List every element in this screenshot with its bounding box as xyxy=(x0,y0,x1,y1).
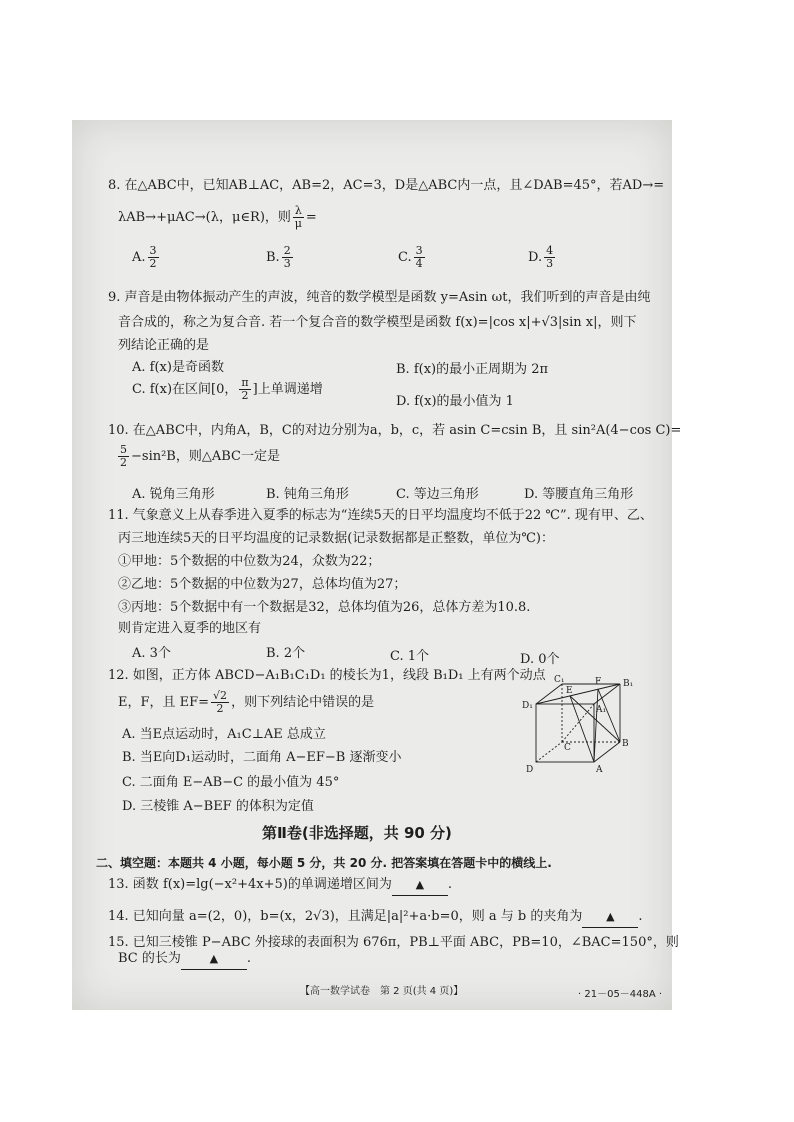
q10-option-a: A. 锐角三角形 xyxy=(132,487,215,502)
page-footer: 【高一数学试卷 第 2 页(共 4 页)】 xyxy=(300,986,464,997)
exam-code: · 21－05－448A · xyxy=(578,989,663,1000)
label-e: E xyxy=(566,686,573,696)
q8-line2-text: λAB→+μAC→(λ，μ∈R)，则 xyxy=(118,210,291,225)
q9-c-post: ]上单调递增 xyxy=(252,382,323,397)
q12-option-c: C. 二面角 E−AB−C 的最小值为 45° xyxy=(122,775,340,790)
q8-c-den: 4 xyxy=(415,257,423,270)
section2-title: 第Ⅱ卷(非选择题，共 90 分) xyxy=(262,824,452,842)
section2-description: 二、填空题：本题共 4 小题，每小题 5 分，共 20 分. 把答案填在答题卡中的横线上. xyxy=(96,856,552,870)
q8-ratio-num: λ xyxy=(294,204,302,217)
q11-line5: ③丙地：5个数据中有一个数据是32，总体均值为26，总体方差为10.8. xyxy=(118,600,531,615)
q8-option-c-fraction xyxy=(414,245,425,270)
q12-ef-den: 2 xyxy=(216,702,224,715)
q9-c-num: π xyxy=(241,376,249,389)
q10-option-c: C. 等边三角形 xyxy=(396,487,479,502)
label-f: F xyxy=(595,677,602,687)
label-a1: A₁ xyxy=(596,705,607,715)
q11-line2: 丙三地连续5天的日平均温度的记录数据(记录数据都是正整数，单位为℃)： xyxy=(118,531,554,546)
q8-ratio-fraction xyxy=(293,205,304,230)
segment-ae xyxy=(570,696,594,762)
label-d1: D₁ xyxy=(522,701,533,711)
diagonal-ca1 xyxy=(562,704,594,742)
q9-option-b: B. f(x)的最小正周期为 2π xyxy=(396,362,549,377)
q12-ef-fraction xyxy=(211,690,229,715)
q8-a-num: 3 xyxy=(149,244,157,257)
q8-option-d-label: D. xyxy=(528,250,543,265)
cube-front-face xyxy=(536,704,594,762)
q8-a-den: 2 xyxy=(149,257,157,270)
q9-line1: 9. 声音是由物体振动产生的声波，纯音的数学模型是函数 y=Asin ωt，我们听到的声音是由纯 xyxy=(108,290,651,305)
q8-option-a-fraction xyxy=(148,245,159,270)
q8-b-num: 2 xyxy=(283,244,291,257)
q12-ef-num: √2 xyxy=(213,689,228,702)
q8-d-den: 3 xyxy=(546,257,554,270)
label-c1: C₁ xyxy=(554,675,565,685)
q8-option-d-fraction xyxy=(544,245,555,270)
q8-equals: = xyxy=(305,210,317,225)
q12-line2-pre: E，F，且 EF= xyxy=(118,695,210,710)
q13-text: 13. 函数 f(x)=lg(−x²+4x+5)的单调递增区间为 xyxy=(108,877,392,892)
cube-figure xyxy=(520,672,640,782)
q10-line2-text: −sin²B，则△ABC一定是 xyxy=(131,449,280,464)
q14: 14. 已知向量 a=(2，0)，b=(x，2√3)，且满足|a|²+a·b=0，则 a 与 b 的夹角为 ▲ . xyxy=(108,906,643,928)
q10-option-d: D. 等腰直角三角形 xyxy=(524,487,634,502)
cube-edge-ab xyxy=(594,742,620,762)
q9-option-c xyxy=(132,377,323,402)
q10-line2 xyxy=(116,444,280,469)
q12-option-d: D. 三棱锥 A−BEF 的体积为定值 xyxy=(122,799,314,814)
segment-fb xyxy=(598,689,620,742)
q13: 13. 函数 f(x)=lg(−x²+4x+5)的单调递增区间为 ▲ . xyxy=(108,874,452,896)
q10-fraction xyxy=(118,444,129,469)
q11-line6: 则肯定进入夏季的地区有 xyxy=(118,621,262,636)
q15-answer-blank: ▲ xyxy=(181,948,247,970)
cube-edge-dc xyxy=(536,742,562,762)
q10-den: 2 xyxy=(120,456,127,469)
q9-option-d: D. f(x)的最小值为 1 xyxy=(396,394,514,409)
q8-option-a xyxy=(132,245,161,270)
q8-d-num: 4 xyxy=(546,244,554,257)
q8-line1: 8. 在△ABC中，已知AB⊥AC，AB=2，AC=3，D是△ABC内一点，且∠DAB=45°，若AD→= xyxy=(108,178,665,193)
q12-line1: 12. 如图，正方体 ABCD−A₁B₁C₁D₁ 的棱长为1，线段 B₁D₁ 上有两个动点 xyxy=(108,668,546,683)
segment-af xyxy=(594,689,598,762)
q15-line1: 15. 已知三棱锥 P−ABC 外接球的表面积为 676π，PB⊥平面 ABC，PB=10，∠BAC=150°，则 xyxy=(108,935,679,950)
q9-c-fraction xyxy=(239,377,250,402)
q12-line2 xyxy=(118,690,374,715)
q12-line2-post: ，则下列结论中错误的是 xyxy=(231,695,375,710)
q15-line2: BC 的长为 ▲ . xyxy=(118,948,251,970)
q10-num: 5 xyxy=(120,443,127,456)
q11-option-a: A. 3个 xyxy=(132,646,171,661)
q8-option-c xyxy=(398,245,427,270)
q8-c-num: 3 xyxy=(415,244,423,257)
q8-option-a-label: A. xyxy=(132,250,146,265)
q11-option-d: D. 0个 xyxy=(520,652,560,667)
q9-line2: 音合成的，称之为复合音. 若一个复合音的数学模型是函数 f(x)=|cos x|+√3|sin x|，则下 xyxy=(118,315,637,330)
q14-answer-blank: ▲ xyxy=(582,906,638,928)
label-b1: B₁ xyxy=(623,679,634,689)
q10-option-b: B. 钝角三角形 xyxy=(266,487,349,502)
q11-option-b: B. 2个 xyxy=(266,646,306,661)
q8-ratio-den: μ xyxy=(294,217,302,230)
label-a: A xyxy=(596,765,603,775)
q8-b-den: 3 xyxy=(283,257,291,270)
q11-line3: ①甲地：5个数据的中位数为24，众数为22； xyxy=(118,554,381,569)
label-c: C xyxy=(564,743,571,753)
q13-answer-blank: ▲ xyxy=(392,874,448,896)
q11-line1: 11. 气象意义上从春季进入夏季的标志为“连续5天的日平均温度均不低于22 ℃”. 现有甲、乙、 xyxy=(108,508,653,523)
label-b: B xyxy=(622,739,629,749)
q12-option-a: A. 当E点运动时，A₁C⊥AE 总成立 xyxy=(122,727,326,742)
q9-line3: 列结论正确的是 xyxy=(118,338,210,353)
q11-line4: ②乙地：5个数据的中位数为27，总体均值为27； xyxy=(118,577,407,592)
q8-option-b xyxy=(266,245,295,270)
q8-option-b-fraction xyxy=(282,245,293,270)
q14-text: 14. 已知向量 a=(2，0)，b=(x，2√3)，且满足|a|²+a·b=0，则 a 与 b 的夹角为 xyxy=(108,909,583,924)
q9-c-pre: C. f(x)在区间[0， xyxy=(132,382,238,397)
q9-option-a: A. f(x)是奇函数 xyxy=(132,360,224,375)
q15-text: BC 的长为 xyxy=(118,951,181,966)
q12-option-b: B. 当E向D₁运动时，二面角 A−EF−B 逐渐变小 xyxy=(122,750,402,765)
q10-line1: 10. 在△ABC中，内角A，B，C的对边分别为a，b，c，若 asin C=csin B，且 sin²A(4−cos C)= xyxy=(108,423,682,438)
q11-option-c: C. 1个 xyxy=(390,649,430,664)
q8-option-c-label: C. xyxy=(398,250,412,265)
q8-option-b-label: B. xyxy=(266,250,280,265)
q8-line2 xyxy=(118,205,317,230)
q8-option-d xyxy=(528,245,557,270)
label-d: D xyxy=(526,765,534,775)
q9-c-den: 2 xyxy=(241,389,249,402)
